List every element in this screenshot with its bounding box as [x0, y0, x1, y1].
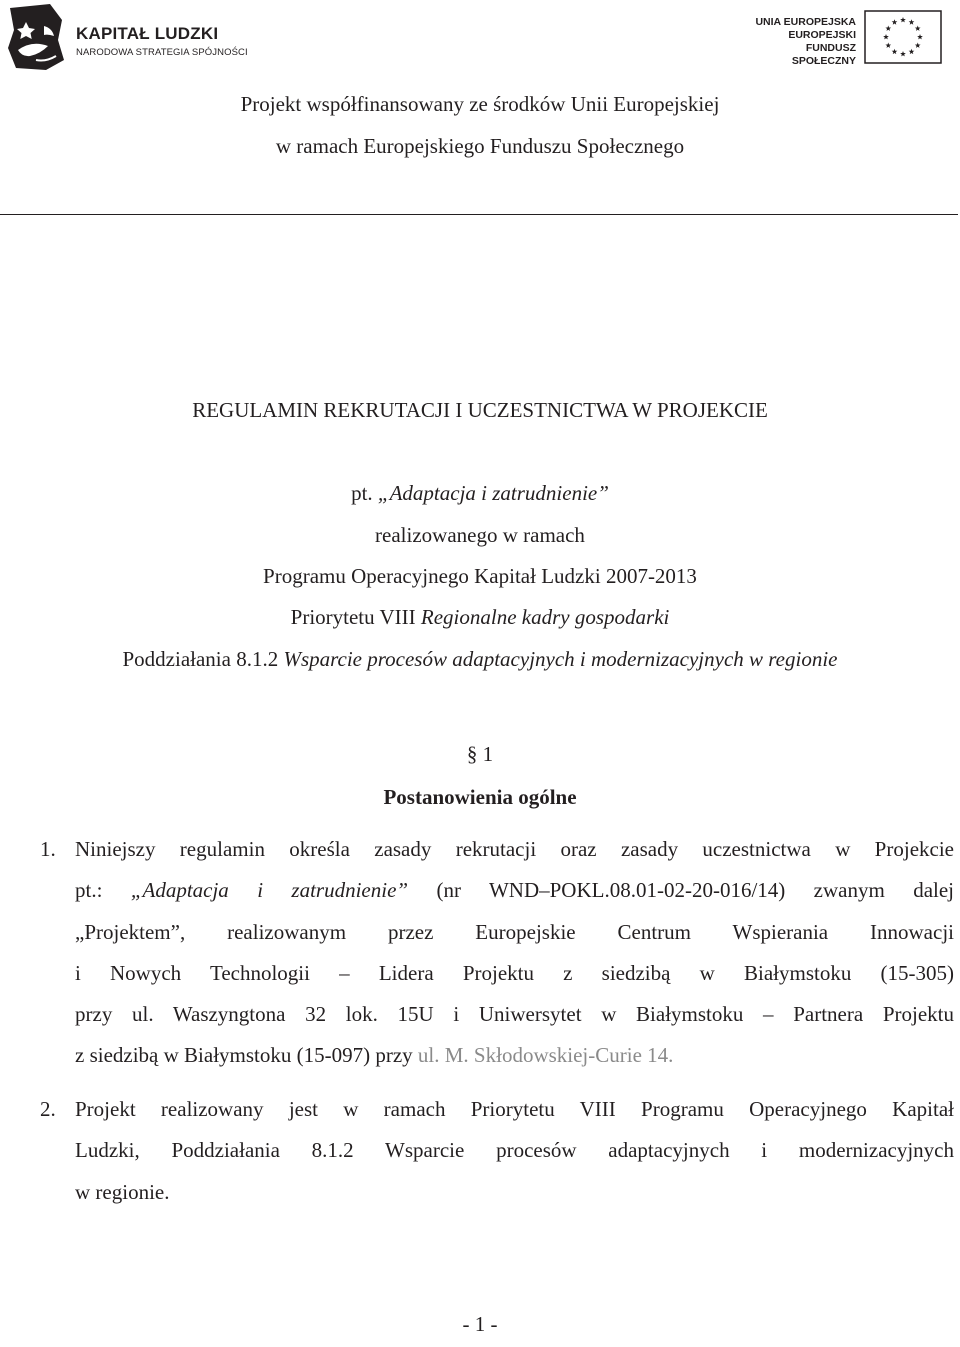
- measure-name: Wsparcie procesów adaptacyjnych i modernizacyjnych w regionie: [283, 647, 838, 671]
- paragraph-line: [75, 1035, 954, 1076]
- eu-logo-line1: UNIA EUROPEJSKA: [755, 16, 856, 28]
- paragraph-line: „Projektem”, realizowanym przez Europejskie Centrum Wspierania Innowacji: [75, 919, 954, 944]
- project-name-line: [0, 481, 960, 506]
- eu-logo-line3: FUNDUSZ SPOŁECZNY: [791, 42, 856, 67]
- paragraph-project-name: „Adaptacja i zatrudnienie”: [130, 878, 409, 903]
- eu-logo-text: [752, 16, 856, 68]
- eu-flag-icon: [864, 10, 942, 64]
- paragraph-number: 2.: [40, 1097, 56, 1121]
- page-number: - 1 -: [462, 1312, 498, 1336]
- section-heading: Postanowienia ogólne: [383, 785, 577, 809]
- paragraph-segment: (nr WND–POKL.08.01-02-20-016/14) zwanym dalej: [408, 878, 955, 903]
- paragraph-segment: pt.:: [75, 878, 131, 903]
- paragraph-line: Niniejszy regulamin określa zasady rekrutacji oraz zasady uczestnictwa w Projekcie: [75, 837, 954, 861]
- paragraph-line: Ludzki, Poddziałania 8.1.2 Wsparcie procesów adaptacyjnych i modernizacyjnych: [75, 1138, 954, 1163]
- kapital-ludzki-subtitle: NARODOWA STRATEGIA SPÓJNOŚCI: [76, 47, 248, 58]
- priority-prefix: Priorytetu VIII: [290, 605, 421, 629]
- kapital-ludzki-title: KAPITAŁ LUDZKI: [76, 24, 219, 43]
- measure-prefix: Poddziałania 8.1.2: [122, 647, 284, 671]
- header-divider: [0, 214, 958, 215]
- paragraph-line: Projekt realizowany jest w ramach Priorytetu VIII Programu Operacyjnego Kapitał: [75, 1097, 954, 1121]
- project-name-prefix: pt.: [351, 481, 378, 505]
- priority-line: [0, 605, 960, 630]
- cofinancing-line-2: w ramach Europejskiego Funduszu Społecznego: [275, 134, 685, 158]
- paragraph-text: [75, 829, 954, 1077]
- paragraph-address: ul. M. Skłodowskiej-Curie 14.: [417, 1043, 674, 1068]
- paragraph-line: przy ul. Waszyngtona 32 lok. 15U i Uniwersytet w Białymstoku – Partnera Projektu: [75, 1002, 954, 1027]
- realized-line: realizowanego w ramach: [375, 523, 585, 547]
- programme-line: Programu Operacyjnego Kapitał Ludzki 2007-2013: [263, 564, 697, 588]
- kapital-ludzki-logo: [6, 4, 248, 70]
- section-number: § 1: [466, 742, 494, 766]
- document-title: REGULAMIN REKRUTACJI I UCZESTNICTWA W PROJEKCIE: [192, 398, 768, 422]
- eu-logo: [752, 10, 946, 66]
- paragraph-line: [75, 870, 954, 911]
- paragraph-segment: z siedzibą w Białymstoku (15-097) przy: [75, 1043, 418, 1068]
- paragraph-number: 1.: [40, 837, 56, 861]
- cofinancing-line-1: Projekt współfinansowany ze środków Unii Europejskiej: [240, 92, 720, 116]
- measure-line: [0, 647, 960, 672]
- paragraph-line: i Nowych Technologii – Lidera Projektu z siedzibą w Białymstoku (15-305): [75, 960, 954, 985]
- paragraph-line: w regionie.: [75, 1179, 170, 1204]
- priority-name: Regionalne kadry gospodarki: [420, 605, 670, 629]
- project-name: „Adaptacja i zatrudnienie”: [377, 481, 609, 505]
- paragraph-text: [75, 1089, 954, 1213]
- eu-logo-line2: EUROPEJSKI: [788, 29, 856, 41]
- kapital-ludzki-emblem-icon: [6, 4, 66, 70]
